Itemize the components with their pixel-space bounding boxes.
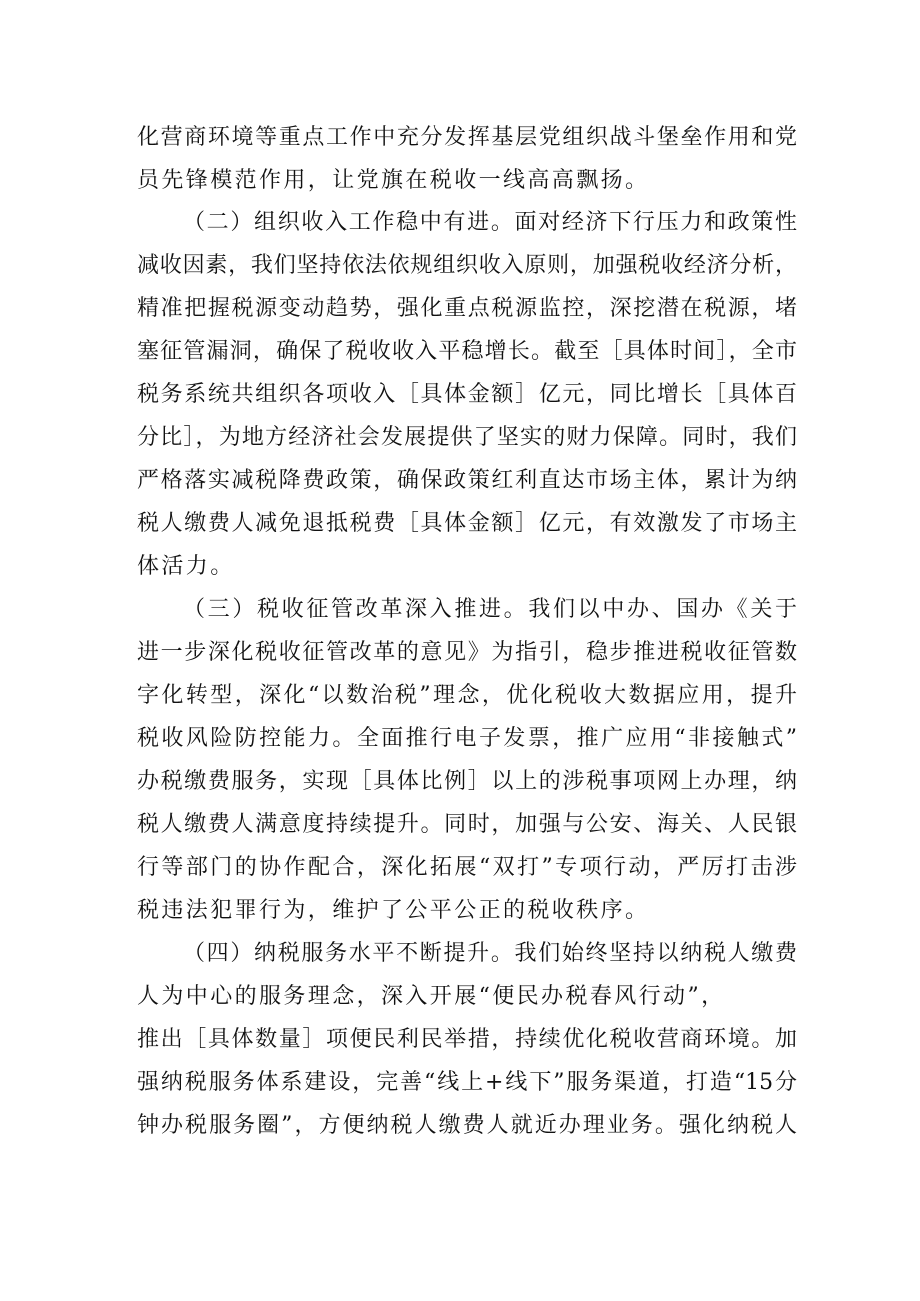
paragraph-line: 人为中心的服务理念，深入开展“便民办税春风行动”， [137,984,726,1009]
paragraph-line: 进一步深化税收征管改革的意见》为指引，稳步推进税收征管数 [137,640,797,665]
paragraph-line: 行等部门的协作配合，深化拓展“双打”专项行动，严厉打击涉 [137,855,797,880]
paragraph-line: 推出［具体数量］项便民利民举措，持续优化税收营商环境。加 [137,1027,797,1052]
paragraph-line: 体活力。 [137,554,235,579]
paragraph-line: 减收因素，我们坚持依法依规组织收入原则，加强税收经济分析， [137,253,797,278]
paragraph-line: 字化转型，深化“以数治税”理念，优化税收大数据应用，提升 [137,683,797,708]
section-heading-line: （四）纳税服务水平不断提升。我们始终坚持以纳税人缴费 [183,941,797,966]
paragraph-line: 塞征管漏洞，确保了税收收入平稳增长。截至［具体时间］，全市 [137,339,797,364]
paragraph-line: 税收风险防控能力。全面推行电子发票，推广应用“非接触式” [137,726,797,751]
paragraph-line: 化营商环境等重点工作中充分发挥基层党组织战斗堡垒作用和党 [137,125,797,150]
paragraph-line: 税务系统共组织各项收入［具体金额］亿元，同比增长［具体百 [137,382,797,407]
paragraph-line: 精准把握税源变动趋势，强化重点税源监控，深挖潜在税源，堵 [137,296,797,321]
paragraph-line: 税违法犯罪行为，维护了公平公正的税收秩序。 [137,898,650,923]
paragraph-line: 严格落实减税降费政策，确保政策红利直达市场主体，累计为纳 [137,468,797,493]
paragraph-line: 办税缴费服务，实现［具体比例］以上的涉税事项网上办理，纳 [137,769,797,794]
paragraph-line: 税人缴费人满意度持续提升。同时，加强与公安、海关、人民银 [137,812,797,837]
paragraph-line: 税人缴费人减免退抵税费［具体金额］亿元，有效激发了市场主 [137,511,797,536]
paragraph-line: 分比］，为地方经济社会发展提供了坚实的财力保障。同时，我们 [137,425,797,450]
paragraph-line: 强纳税服务体系建设，完善“线上+线下”服务渠道，打造“15分 [137,1070,797,1095]
paragraph-line: 钟办税服务圈”，方便纳税人缴费人就近办理业务。强化纳税人 [137,1113,797,1138]
section-heading-line: （三）税收征管改革深入推进。我们以中办、国办《关于 [183,597,797,622]
section-heading-line: （二）组织收入工作稳中有进。面对经济下行压力和政策性 [183,210,797,235]
paragraph-line: 员先锋模范作用，让党旗在税收一线高高飘扬。 [137,168,650,193]
